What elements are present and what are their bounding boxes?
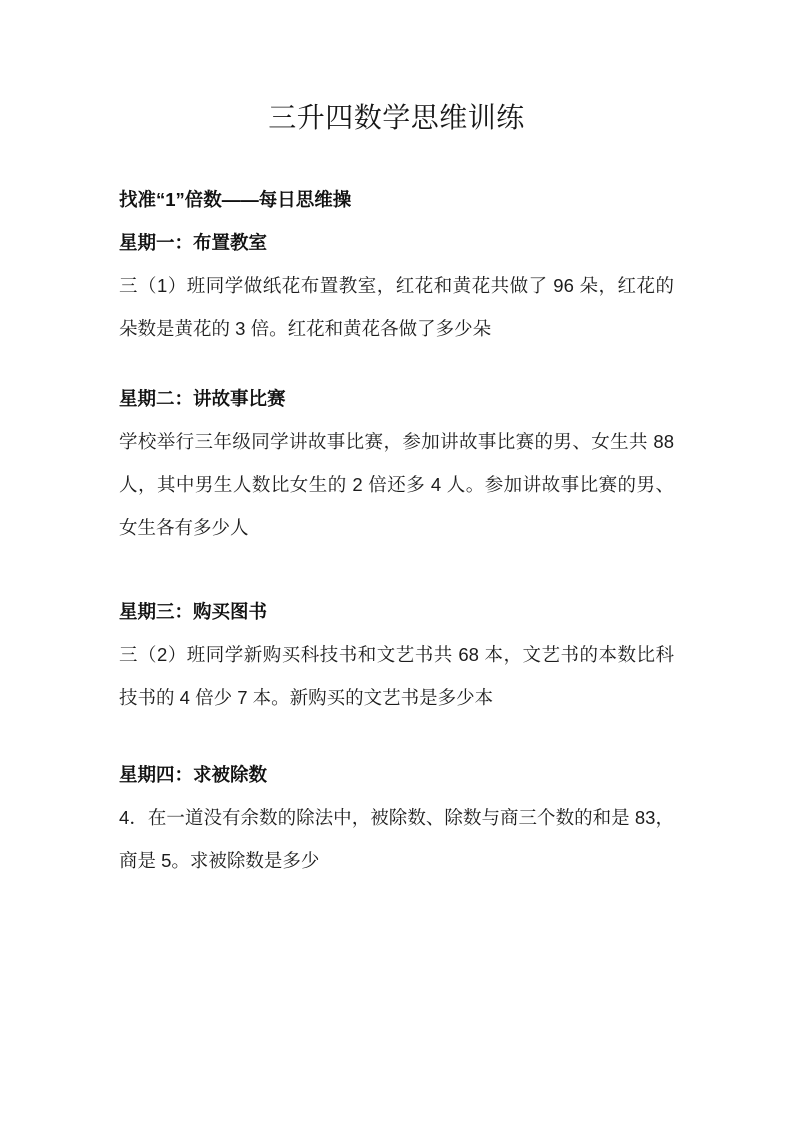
section-body-tuesday: 学校举行三年级同学讲故事比赛，参加讲故事比赛的男、女生共 88 人，其中男生人数比女生的 2 倍还多 4 人。参加讲故事比赛的男、女生各有多少人 (119, 431, 674, 538)
section-body-monday: 三（1）班同学做纸花布置教室，红花和黄花共做了 96 朵，红花的朵数是黄花的 3 倍。红花和黄花各做了多少朵 (119, 275, 674, 339)
section-heading-monday: 星期一：布置教室 (119, 232, 268, 253)
section-heading-thursday: 星期四：求被除数 (119, 764, 268, 785)
section-tuesday (119, 377, 674, 549)
section-thursday (119, 753, 674, 882)
section-heading-wednesday: 星期三：购买图书 (119, 601, 268, 622)
intro-heading: 找准“1”倍数——每日思维操 (119, 189, 352, 210)
section-heading-tuesday: 星期二：讲故事比赛 (119, 388, 286, 409)
section-monday (119, 221, 674, 350)
page-title: 三升四数学思维训练 (268, 102, 525, 133)
section-body-wednesday: 三（2）班同学新购买科技书和文艺书共 68 本，文艺书的本数比科技书的 4 倍少 7 本。新购买的文艺书是多少本 (119, 644, 674, 708)
section-body-thursday: 4．在一道没有余数的除法中，被除数、除数与商三个数的和是 83，商是 5。求被除数是多少 (119, 807, 674, 871)
section-wednesday (119, 590, 674, 719)
